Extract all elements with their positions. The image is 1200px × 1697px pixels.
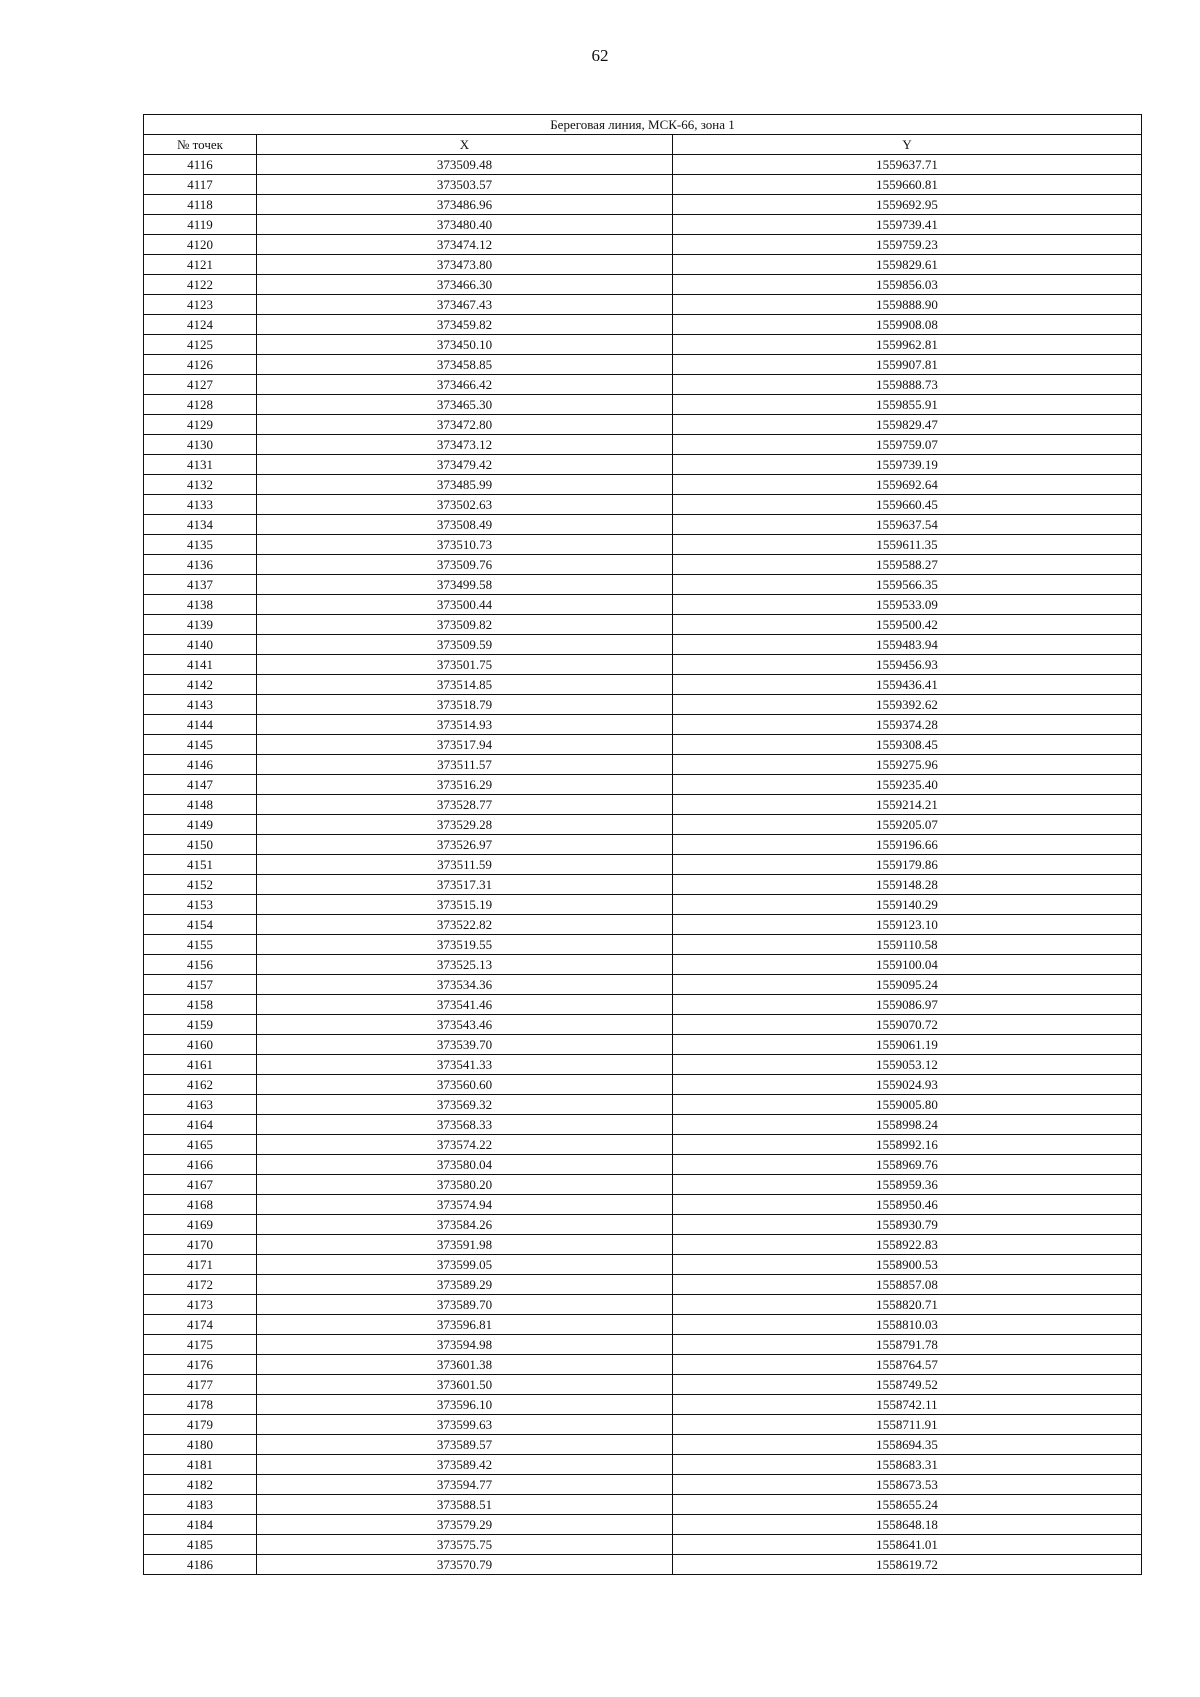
cell-y: 1558857.08: [673, 1275, 1142, 1295]
cell-point-number: 4186: [144, 1555, 257, 1575]
table-row: [144, 335, 1142, 355]
cell-y: 1559829.61: [673, 255, 1142, 275]
cell-point-number: 4140: [144, 635, 257, 655]
header-y: Y: [673, 135, 1142, 155]
cell-x: 373458.85: [257, 355, 673, 375]
cell-y: 1558810.03: [673, 1315, 1142, 1335]
page-number: 62: [591, 46, 609, 65]
table-title-row: [144, 115, 1142, 135]
cell-y: 1558791.78: [673, 1335, 1142, 1355]
table-row: [144, 775, 1142, 795]
cell-x: 373473.80: [257, 255, 673, 275]
cell-point-number: 4146: [144, 755, 257, 775]
cell-x: 373589.29: [257, 1275, 673, 1295]
table-row: [144, 575, 1142, 595]
cell-x: 373485.99: [257, 475, 673, 495]
cell-y: 1559024.93: [673, 1075, 1142, 1095]
table-row: [144, 1395, 1142, 1415]
cell-y: 1559660.45: [673, 495, 1142, 515]
cell-point-number: 4135: [144, 535, 257, 555]
cell-y: 1558641.01: [673, 1535, 1142, 1555]
table-row: [144, 715, 1142, 735]
cell-point-number: 4169: [144, 1215, 257, 1235]
cell-x: 373466.30: [257, 275, 673, 295]
cell-point-number: 4129: [144, 415, 257, 435]
cell-x: 373509.59: [257, 635, 673, 655]
table-row: [144, 315, 1142, 335]
cell-point-number: 4139: [144, 615, 257, 635]
table-row: [144, 1195, 1142, 1215]
cell-y: 1559759.23: [673, 235, 1142, 255]
cell-y: 1559148.28: [673, 875, 1142, 895]
cell-point-number: 4158: [144, 995, 257, 1015]
cell-y: 1559908.08: [673, 315, 1142, 335]
cell-y: 1558969.76: [673, 1155, 1142, 1175]
table-row: [144, 875, 1142, 895]
cell-point-number: 4176: [144, 1355, 257, 1375]
table-row: [144, 615, 1142, 635]
table-row: [144, 1215, 1142, 1235]
cell-point-number: 4178: [144, 1395, 257, 1415]
cell-x: 373479.42: [257, 455, 673, 475]
cell-point-number: 4157: [144, 975, 257, 995]
cell-point-number: 4154: [144, 915, 257, 935]
table-row: [144, 1415, 1142, 1435]
cell-x: 373514.93: [257, 715, 673, 735]
cell-x: 373514.85: [257, 675, 673, 695]
cell-y: 1559205.07: [673, 815, 1142, 835]
cell-y: 1559611.35: [673, 535, 1142, 555]
cell-point-number: 4142: [144, 675, 257, 695]
cell-point-number: 4137: [144, 575, 257, 595]
table-row: [144, 635, 1142, 655]
cell-point-number: 4179: [144, 1415, 257, 1435]
cell-x: 373599.05: [257, 1255, 673, 1275]
cell-y: 1559856.03: [673, 275, 1142, 295]
table-row: [144, 415, 1142, 435]
cell-y: 1559660.81: [673, 175, 1142, 195]
cell-point-number: 4152: [144, 875, 257, 895]
table-row: [144, 1095, 1142, 1115]
cell-y: 1559637.54: [673, 515, 1142, 535]
table-row: [144, 435, 1142, 455]
table-row: [144, 555, 1142, 575]
cell-y: 1559500.42: [673, 615, 1142, 635]
cell-x: 373596.81: [257, 1315, 673, 1335]
cell-point-number: 4175: [144, 1335, 257, 1355]
cell-point-number: 4128: [144, 395, 257, 415]
cell-x: 373517.31: [257, 875, 673, 895]
cell-y: 1559759.07: [673, 435, 1142, 455]
cell-y: 1559095.24: [673, 975, 1142, 995]
cell-point-number: 4124: [144, 315, 257, 335]
cell-x: 373568.33: [257, 1115, 673, 1135]
cell-x: 373509.76: [257, 555, 673, 575]
cell-point-number: 4151: [144, 855, 257, 875]
cell-x: 373511.59: [257, 855, 673, 875]
cell-x: 373534.36: [257, 975, 673, 995]
cell-point-number: 4177: [144, 1375, 257, 1395]
cell-y: 1558820.71: [673, 1295, 1142, 1315]
table-row: [144, 175, 1142, 195]
cell-x: 373509.82: [257, 615, 673, 635]
cell-point-number: 4134: [144, 515, 257, 535]
table-row: [144, 835, 1142, 855]
cell-x: 373591.98: [257, 1235, 673, 1255]
cell-point-number: 4173: [144, 1295, 257, 1315]
table-row: [144, 1535, 1142, 1555]
cell-x: 373515.19: [257, 895, 673, 915]
cell-y: 1559436.41: [673, 675, 1142, 695]
cell-y: 1559588.27: [673, 555, 1142, 575]
table-row: [144, 155, 1142, 175]
cell-x: 373601.50: [257, 1375, 673, 1395]
cell-point-number: 4130: [144, 435, 257, 455]
cell-y: 1558998.24: [673, 1115, 1142, 1135]
cell-x: 373594.98: [257, 1335, 673, 1355]
cell-point-number: 4171: [144, 1255, 257, 1275]
table-row: [144, 1075, 1142, 1095]
cell-point-number: 4131: [144, 455, 257, 475]
cell-y: 1559855.91: [673, 395, 1142, 415]
cell-y: 1558673.53: [673, 1475, 1142, 1495]
cell-x: 373519.55: [257, 935, 673, 955]
cell-x: 373541.46: [257, 995, 673, 1015]
cell-y: 1559070.72: [673, 1015, 1142, 1035]
table-row: [144, 1175, 1142, 1195]
table-row: [144, 195, 1142, 215]
cell-y: 1558655.24: [673, 1495, 1142, 1515]
cell-x: 373508.49: [257, 515, 673, 535]
cell-y: 1558992.16: [673, 1135, 1142, 1155]
table-row: [144, 1295, 1142, 1315]
table-row: [144, 455, 1142, 475]
cell-y: 1559692.64: [673, 475, 1142, 495]
cell-point-number: 4119: [144, 215, 257, 235]
cell-x: 373589.57: [257, 1435, 673, 1455]
cell-x: 373560.60: [257, 1075, 673, 1095]
cell-y: 1559005.80: [673, 1095, 1142, 1115]
cell-x: 373473.12: [257, 435, 673, 455]
cell-x: 373518.79: [257, 695, 673, 715]
cell-point-number: 4125: [144, 335, 257, 355]
cell-y: 1559533.09: [673, 595, 1142, 615]
cell-x: 373517.94: [257, 735, 673, 755]
table-row: [144, 1515, 1142, 1535]
cell-x: 373486.96: [257, 195, 673, 215]
table-row: [144, 1495, 1142, 1515]
cell-x: 373570.79: [257, 1555, 673, 1575]
table-row: [144, 1455, 1142, 1475]
cell-x: 373472.80: [257, 415, 673, 435]
cell-y: 1558749.52: [673, 1375, 1142, 1395]
table-row: [144, 395, 1142, 415]
table-body: [144, 155, 1142, 1575]
table-row: [144, 475, 1142, 495]
cell-point-number: 4167: [144, 1175, 257, 1195]
cell-x: 373569.32: [257, 1095, 673, 1115]
cell-point-number: 4156: [144, 955, 257, 975]
cell-y: 1558930.79: [673, 1215, 1142, 1235]
table-row: [144, 1235, 1142, 1255]
cell-y: 1559739.41: [673, 215, 1142, 235]
cell-point-number: 4150: [144, 835, 257, 855]
cell-point-number: 4147: [144, 775, 257, 795]
table-row: [144, 1115, 1142, 1135]
cell-x: 373588.51: [257, 1495, 673, 1515]
cell-point-number: 4159: [144, 1015, 257, 1035]
cell-point-number: 4170: [144, 1235, 257, 1255]
cell-y: 1559214.21: [673, 795, 1142, 815]
table-row: [144, 995, 1142, 1015]
table-row: [144, 935, 1142, 955]
cell-point-number: 4184: [144, 1515, 257, 1535]
table-row: [144, 1475, 1142, 1495]
cell-point-number: 4116: [144, 155, 257, 175]
table-title: Береговая линия, МСК-66, зона 1: [144, 115, 1142, 135]
cell-x: 373511.57: [257, 755, 673, 775]
cell-y: 1559637.71: [673, 155, 1142, 175]
cell-x: 373596.10: [257, 1395, 673, 1415]
cell-x: 373465.30: [257, 395, 673, 415]
cell-point-number: 4122: [144, 275, 257, 295]
table-row: [144, 1355, 1142, 1375]
cell-point-number: 4166: [144, 1155, 257, 1175]
cell-x: 373516.29: [257, 775, 673, 795]
cell-point-number: 4162: [144, 1075, 257, 1095]
table-row: [144, 215, 1142, 235]
cell-point-number: 4132: [144, 475, 257, 495]
cell-y: 1559456.93: [673, 655, 1142, 675]
cell-y: 1558711.91: [673, 1415, 1142, 1435]
cell-y: 1559829.47: [673, 415, 1142, 435]
table-row: [144, 595, 1142, 615]
cell-x: 373579.29: [257, 1515, 673, 1535]
cell-x: 373467.43: [257, 295, 673, 315]
table-row: [144, 1375, 1142, 1395]
cell-x: 373594.77: [257, 1475, 673, 1495]
cell-x: 373501.75: [257, 655, 673, 675]
cell-point-number: 4155: [144, 935, 257, 955]
cell-y: 1559179.86: [673, 855, 1142, 875]
cell-point-number: 4174: [144, 1315, 257, 1335]
table-row: [144, 275, 1142, 295]
cell-y: 1559739.19: [673, 455, 1142, 475]
cell-point-number: 4127: [144, 375, 257, 395]
cell-point-number: 4161: [144, 1055, 257, 1075]
cell-y: 1559692.95: [673, 195, 1142, 215]
table-row: [144, 1035, 1142, 1055]
cell-y: 1559888.73: [673, 375, 1142, 395]
table-row: [144, 495, 1142, 515]
cell-x: 373541.33: [257, 1055, 673, 1075]
table-row: [144, 695, 1142, 715]
table-row: [144, 355, 1142, 375]
cell-x: 373580.20: [257, 1175, 673, 1195]
cell-point-number: 4117: [144, 175, 257, 195]
cell-point-number: 4172: [144, 1275, 257, 1295]
table-row: [144, 235, 1142, 255]
cell-y: 1559962.81: [673, 335, 1142, 355]
cell-y: 1558619.72: [673, 1555, 1142, 1575]
cell-point-number: 4149: [144, 815, 257, 835]
cell-point-number: 4136: [144, 555, 257, 575]
table-row: [144, 1155, 1142, 1175]
table-row: [144, 735, 1142, 755]
cell-x: 373575.75: [257, 1535, 673, 1555]
cell-x: 373480.40: [257, 215, 673, 235]
coordinates-table: [143, 114, 1142, 1575]
table-row: [144, 655, 1142, 675]
cell-x: 373528.77: [257, 795, 673, 815]
cell-point-number: 4163: [144, 1095, 257, 1115]
cell-point-number: 4126: [144, 355, 257, 375]
cell-x: 373529.28: [257, 815, 673, 835]
table-row: [144, 1055, 1142, 1075]
cell-point-number: 4143: [144, 695, 257, 715]
cell-y: 1558694.35: [673, 1435, 1142, 1455]
cell-point-number: 4138: [144, 595, 257, 615]
cell-point-number: 4164: [144, 1115, 257, 1135]
cell-point-number: 4180: [144, 1435, 257, 1455]
cell-x: 373502.63: [257, 495, 673, 515]
table-row: [144, 815, 1142, 835]
cell-y: 1559053.12: [673, 1055, 1142, 1075]
table-row: [144, 1315, 1142, 1335]
cell-y: 1559374.28: [673, 715, 1142, 735]
cell-y: 1559392.62: [673, 695, 1142, 715]
table-row: [144, 295, 1142, 315]
cell-x: 373589.42: [257, 1455, 673, 1475]
table-row: [144, 915, 1142, 935]
table-row: [144, 1135, 1142, 1155]
cell-point-number: 4182: [144, 1475, 257, 1495]
cell-y: 1559888.90: [673, 295, 1142, 315]
table-row: [144, 255, 1142, 275]
cell-y: 1559110.58: [673, 935, 1142, 955]
cell-x: 373499.58: [257, 575, 673, 595]
cell-y: 1559235.40: [673, 775, 1142, 795]
cell-y: 1558742.11: [673, 1395, 1142, 1415]
cell-y: 1559100.04: [673, 955, 1142, 975]
cell-x: 373589.70: [257, 1295, 673, 1315]
table-row: [144, 1275, 1142, 1295]
cell-point-number: 4118: [144, 195, 257, 215]
cell-y: 1558922.83: [673, 1235, 1142, 1255]
cell-y: 1559907.81: [673, 355, 1142, 375]
cell-point-number: 4153: [144, 895, 257, 915]
table-row: [144, 1255, 1142, 1275]
table-header-row: [144, 135, 1142, 155]
table-row: [144, 895, 1142, 915]
cell-x: 373574.22: [257, 1135, 673, 1155]
table-row: [144, 855, 1142, 875]
cell-point-number: 4181: [144, 1455, 257, 1475]
cell-y: 1559140.29: [673, 895, 1142, 915]
cell-x: 373466.42: [257, 375, 673, 395]
table-row: [144, 795, 1142, 815]
cell-point-number: 4148: [144, 795, 257, 815]
cell-y: 1559308.45: [673, 735, 1142, 755]
cell-x: 373574.94: [257, 1195, 673, 1215]
table-row: [144, 1435, 1142, 1455]
cell-x: 373459.82: [257, 315, 673, 335]
header-x: X: [257, 135, 673, 155]
cell-y: 1558648.18: [673, 1515, 1142, 1535]
cell-x: 373500.44: [257, 595, 673, 615]
cell-y: 1558900.53: [673, 1255, 1142, 1275]
cell-y: 1559196.66: [673, 835, 1142, 855]
cell-point-number: 4185: [144, 1535, 257, 1555]
cell-x: 373450.10: [257, 335, 673, 355]
cell-y: 1558959.36: [673, 1175, 1142, 1195]
cell-point-number: 4183: [144, 1495, 257, 1515]
cell-x: 373509.48: [257, 155, 673, 175]
cell-x: 373543.46: [257, 1015, 673, 1035]
table-row: [144, 675, 1142, 695]
cell-point-number: 4141: [144, 655, 257, 675]
cell-x: 373599.63: [257, 1415, 673, 1435]
cell-x: 373601.38: [257, 1355, 673, 1375]
cell-x: 373526.97: [257, 835, 673, 855]
cell-y: 1559483.94: [673, 635, 1142, 655]
cell-x: 373522.82: [257, 915, 673, 935]
cell-x: 373580.04: [257, 1155, 673, 1175]
header-point-number: № точек: [144, 135, 257, 155]
cell-y: 1559275.96: [673, 755, 1142, 775]
cell-point-number: 4168: [144, 1195, 257, 1215]
cell-y: 1559086.97: [673, 995, 1142, 1015]
table-row: [144, 1015, 1142, 1035]
table-row: [144, 375, 1142, 395]
table-row: [144, 535, 1142, 555]
cell-y: 1559566.35: [673, 575, 1142, 595]
table-row: [144, 755, 1142, 775]
cell-x: 373510.73: [257, 535, 673, 555]
cell-y: 1558683.31: [673, 1455, 1142, 1475]
cell-y: 1558950.46: [673, 1195, 1142, 1215]
table-row: [144, 1555, 1142, 1575]
cell-y: 1559123.10: [673, 915, 1142, 935]
cell-point-number: 4145: [144, 735, 257, 755]
cell-x: 373503.57: [257, 175, 673, 195]
cell-y: 1558764.57: [673, 1355, 1142, 1375]
cell-point-number: 4123: [144, 295, 257, 315]
cell-point-number: 4121: [144, 255, 257, 275]
cell-point-number: 4165: [144, 1135, 257, 1155]
cell-point-number: 4133: [144, 495, 257, 515]
cell-x: 373539.70: [257, 1035, 673, 1055]
table-row: [144, 975, 1142, 995]
cell-point-number: 4120: [144, 235, 257, 255]
cell-x: 373525.13: [257, 955, 673, 975]
table-row: [144, 515, 1142, 535]
cell-x: 373474.12: [257, 235, 673, 255]
cell-y: 1559061.19: [673, 1035, 1142, 1055]
cell-x: 373584.26: [257, 1215, 673, 1235]
cell-point-number: 4160: [144, 1035, 257, 1055]
table-row: [144, 955, 1142, 975]
cell-point-number: 4144: [144, 715, 257, 735]
table-row: [144, 1335, 1142, 1355]
